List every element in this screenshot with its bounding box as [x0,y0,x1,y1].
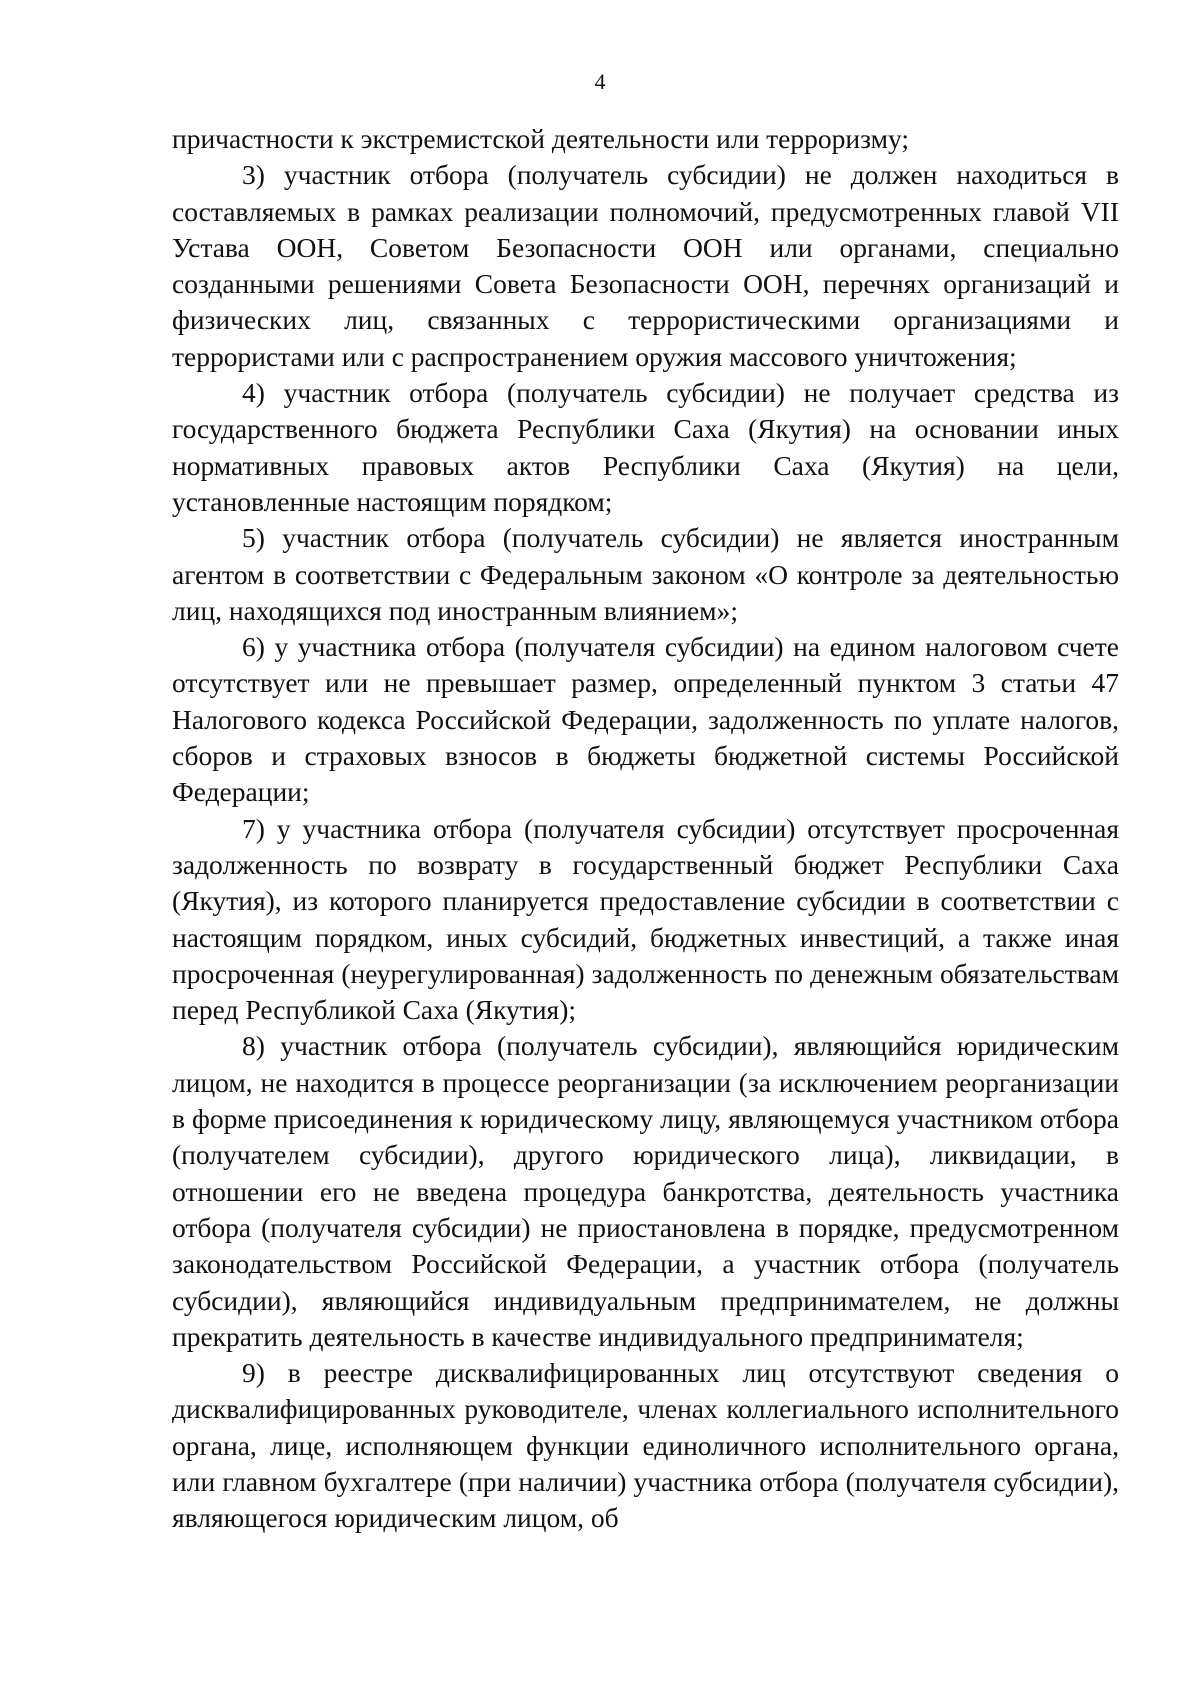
paragraph-continuation: причастности к экстремистской деятельности или терроризму; [172,123,910,154]
paragraph-item-3: 3) участник отбора (получатель субсидии) не должен находиться в составляемых в рамках реализации полномочий, предусмотренных главой VII Устава ООН, Советом Безопасности ООН или органами, специально созданными решениями Совета Безопасности ООН, перечнях организаций и физических лиц, связанных с террористическими организациями и террористами или с распространением оружия массового уничтожения; [172,159,1119,372]
paragraph-item-7: 7) у участника отбора (получателя субсидии) отсутствует просроченная задолженность по возврату в государственный бюджет Республики Саха (Якутия), из которого планируется предоставление субсидии в соответствии с настоящим порядком, иных субсидий, бюджетных инвестиций, а также иная просроченная (неурегулированная) задолженность по денежным обязательствам перед Республикой Саха (Якутия); [172,812,1119,1026]
paragraph-item-5: 5) участник отбора (получатель субсидии) не является иностранным агентом в соответствии с Федеральным законом «О контроле за деятельностью лиц, находящихся под иностранным влиянием»; [172,522,1119,626]
paragraph-item-9: 9) в реестре дисквалифицированных лиц отсутствуют сведения о дисквалифицированных руководителе, членах коллегиального исполнительного органа, лице, исполняющем функции единоличного исполнительного органа, или главном бухгалтере (при наличии) участника отбора (получателя субсидии), являющегося юридическим лицом, об [172,1357,1119,1534]
paragraph-item-8: 8) участник отбора (получатель субсидии), являющийся юридическим лицом, не находится в процессе реорганизации (за исключением реорганизации в форме присоединения к юридическому лицу, являющемуся участником отбора (получателем субсидии), другого юридического лица), ликвидации, в отношении его не введена процедура банкротства, деятельность участника отбора (получателя субсидии) не приостановлена в порядке, предусмотренном законодательством Российской Федерации, а участник отбора (получатель субсидии), являющийся индивидуальным предпринимателем, не должны прекратить деятельность в качестве индивидуального предпринимателя; [172,1030,1119,1352]
page-number: 4 [594,69,606,94]
paragraph-item-6: 6) у участника отбора (получателя субсидии) на едином налоговом счете отсутствует или не превышает размер, определенный пунктом 3 статьи 47 Налогового кодекса Российской Федерации, задолженность по уплате налогов, сборов и страховых взносов в бюджеты бюджетной системы Российской Федерации; [172,631,1119,808]
paragraph-item-4: 4) участник отбора (получатель субсидии) не получает средства из государственного бюджета Республики Саха (Якутия) на основании иных нормативных правовых актов Республики Саха (Якутия) на цели, установленные настоящим порядком; [172,377,1119,517]
document-body [172,121,1119,1537]
